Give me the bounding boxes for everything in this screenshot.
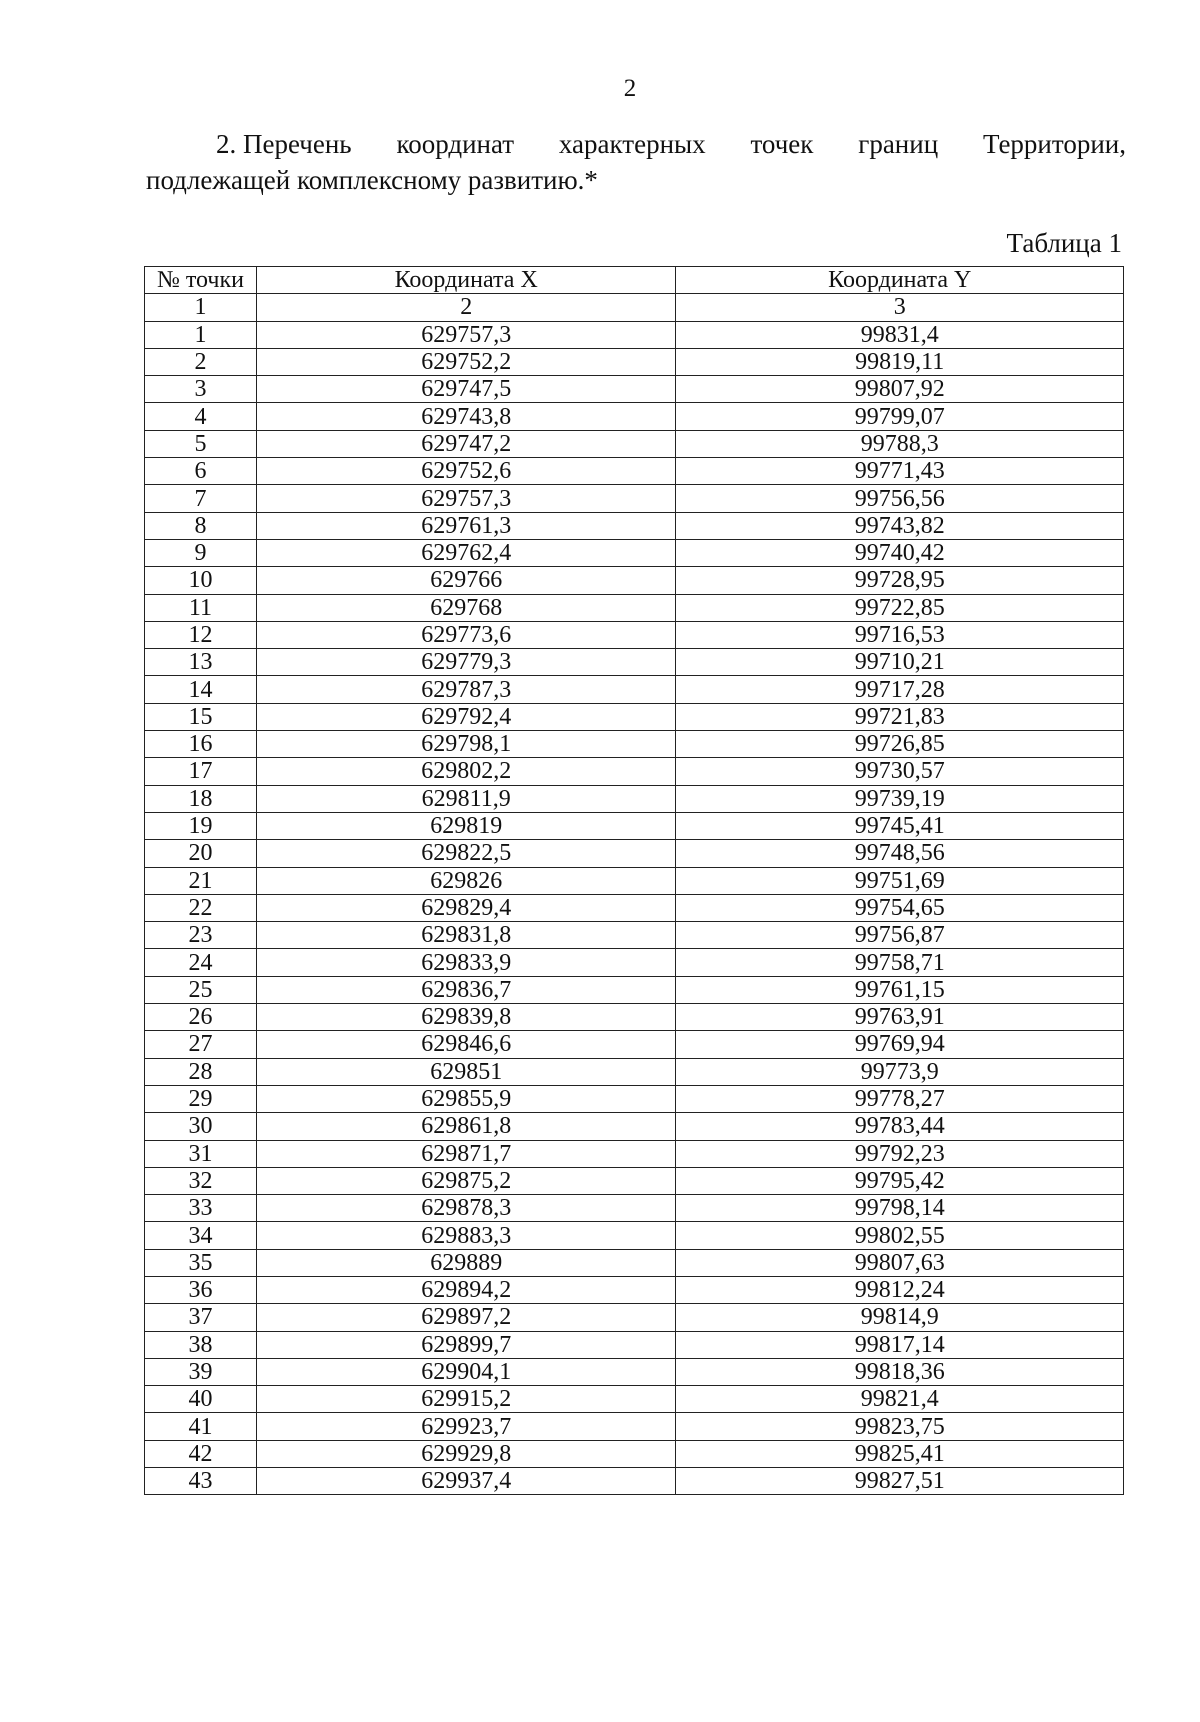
cell-coordinate-y: 99763,91 (676, 1004, 1124, 1031)
table-row (145, 1167, 1124, 1194)
cell-coordinate-y: 99745,41 (676, 812, 1124, 839)
cell-point-number: 26 (145, 1004, 257, 1031)
cell-point-number: 19 (145, 812, 257, 839)
header-row (145, 267, 1124, 294)
cell-coordinate-x: 629878,3 (256, 1195, 676, 1222)
cell-coordinate-x: 629747,2 (256, 430, 676, 457)
cell-coordinate-x: 629761,3 (256, 512, 676, 539)
cell-point-number: 38 (145, 1331, 257, 1358)
cell-coordinate-x: 629839,8 (256, 1004, 676, 1031)
cell-coordinate-y: 99807,63 (676, 1249, 1124, 1276)
cell-point-number: 22 (145, 894, 257, 921)
cell-coordinate-x: 629779,3 (256, 649, 676, 676)
cell-point-number: 2 (145, 348, 257, 375)
cell-coordinate-x: 629822,5 (256, 840, 676, 867)
cell-point-number: 14 (145, 676, 257, 703)
heading-word: характерных (558, 129, 706, 159)
cell-point-number: 11 (145, 594, 257, 621)
heading-line-2: подлежащей комплексному развитию.* (146, 165, 598, 195)
cell-coordinate-y: 99739,19 (676, 785, 1124, 812)
cell-point-number: 10 (145, 567, 257, 594)
cell-point-number: 1 (145, 321, 257, 348)
cell-point-number: 9 (145, 539, 257, 566)
heading-word: границ (858, 129, 939, 159)
table-row (145, 867, 1124, 894)
cell-point-number: 37 (145, 1304, 257, 1331)
cell-coordinate-x: 629851 (256, 1058, 676, 1085)
cell-coordinate-y: 99827,51 (676, 1468, 1124, 1495)
cell-point-number: 42 (145, 1440, 257, 1467)
cell-coordinate-x: 629762,4 (256, 539, 676, 566)
cell-coordinate-y: 99812,24 (676, 1276, 1124, 1303)
heading-word: 2. Перечень (216, 129, 352, 159)
cell-coordinate-x: 629773,6 (256, 621, 676, 648)
table-row (145, 1113, 1124, 1140)
table-row (145, 1358, 1124, 1385)
table-row (145, 703, 1124, 730)
heading-word: точек (750, 129, 814, 159)
cell-point-number: 24 (145, 949, 257, 976)
cell-point-number: 13 (145, 649, 257, 676)
table-row (145, 1004, 1124, 1031)
cell-point-number: 40 (145, 1386, 257, 1413)
cell-coordinate-y: 99743,82 (676, 512, 1124, 539)
header-coordinate-y: Координата Y (676, 267, 1124, 294)
table-header (145, 267, 1124, 322)
cell-coordinate-y: 99807,92 (676, 376, 1124, 403)
header-point-number: № точки (145, 267, 257, 294)
cell-point-number: 36 (145, 1276, 257, 1303)
table-row (145, 1304, 1124, 1331)
cell-coordinate-y: 99728,95 (676, 567, 1124, 594)
cell-point-number: 20 (145, 840, 257, 867)
cell-coordinate-y: 99740,42 (676, 539, 1124, 566)
cell-coordinate-x: 629929,8 (256, 1440, 676, 1467)
cell-coordinate-x: 629897,2 (256, 1304, 676, 1331)
table-row (145, 1140, 1124, 1167)
cell-coordinate-y: 99802,55 (676, 1222, 1124, 1249)
table-row (145, 922, 1124, 949)
cell-coordinate-x: 629899,7 (256, 1331, 676, 1358)
table-row (145, 458, 1124, 485)
table-row (145, 949, 1124, 976)
cell-coordinate-x: 629831,8 (256, 922, 676, 949)
cell-point-number: 39 (145, 1358, 257, 1385)
cell-coordinate-y: 99761,15 (676, 976, 1124, 1003)
cell-coordinate-x: 629757,3 (256, 321, 676, 348)
cell-coordinate-y: 99821,4 (676, 1386, 1124, 1413)
cell-coordinate-x: 629802,2 (256, 758, 676, 785)
cell-coordinate-x: 629836,7 (256, 976, 676, 1003)
table-row (145, 649, 1124, 676)
table-row (145, 567, 1124, 594)
cell-coordinate-x: 629766 (256, 567, 676, 594)
table-row (145, 731, 1124, 758)
cell-coordinate-x: 629894,2 (256, 1276, 676, 1303)
cell-point-number: 8 (145, 512, 257, 539)
table-row (145, 1031, 1124, 1058)
cell-point-number: 32 (145, 1167, 257, 1194)
table-row (145, 621, 1124, 648)
table-caption: Таблица 1 (1006, 228, 1122, 258)
cell-coordinate-x: 629811,9 (256, 785, 676, 812)
cell-point-number: 7 (145, 485, 257, 512)
cell-point-number: 18 (145, 785, 257, 812)
cell-point-number: 43 (145, 1468, 257, 1495)
table-row (145, 976, 1124, 1003)
cell-coordinate-x: 629846,6 (256, 1031, 676, 1058)
cell-coordinate-x: 629923,7 (256, 1413, 676, 1440)
cell-coordinate-x: 629871,7 (256, 1140, 676, 1167)
cell-coordinate-x: 629829,4 (256, 894, 676, 921)
table-row (145, 403, 1124, 430)
cell-coordinate-y: 99825,41 (676, 1440, 1124, 1467)
cell-point-number: 27 (145, 1031, 257, 1058)
cell-coordinate-y: 99769,94 (676, 1031, 1124, 1058)
cell-point-number: 16 (145, 731, 257, 758)
table-row (145, 1331, 1124, 1358)
cell-coordinate-x: 629833,9 (256, 949, 676, 976)
cell-coordinate-x: 629915,2 (256, 1386, 676, 1413)
cell-coordinate-y: 99758,71 (676, 949, 1124, 976)
table-row (145, 1085, 1124, 1112)
cell-coordinate-y: 99823,75 (676, 1413, 1124, 1440)
cell-coordinate-y: 99818,36 (676, 1358, 1124, 1385)
cell-coordinate-y: 99773,9 (676, 1058, 1124, 1085)
cell-coordinate-y: 99817,14 (676, 1331, 1124, 1358)
cell-point-number: 5 (145, 430, 257, 457)
table-body (145, 321, 1124, 1495)
cell-point-number: 31 (145, 1140, 257, 1167)
table-row (145, 785, 1124, 812)
cell-coordinate-y: 99717,28 (676, 676, 1124, 703)
cell-coordinate-y: 99771,43 (676, 458, 1124, 485)
heading-line-1 (146, 126, 1126, 162)
cell-coordinate-y: 99814,9 (676, 1304, 1124, 1331)
cell-coordinate-y: 99710,21 (676, 649, 1124, 676)
heading-word: координат (396, 129, 515, 159)
cell-coordinate-x: 629875,2 (256, 1167, 676, 1194)
cell-point-number: 25 (145, 976, 257, 1003)
cell-coordinate-y: 99730,57 (676, 758, 1124, 785)
table-row (145, 1413, 1124, 1440)
cell-coordinate-x: 629768 (256, 594, 676, 621)
column-number: 2 (256, 294, 676, 321)
table-row (145, 1249, 1124, 1276)
cell-coordinate-y: 99788,3 (676, 430, 1124, 457)
cell-coordinate-y: 99722,85 (676, 594, 1124, 621)
cell-coordinate-x: 629757,3 (256, 485, 676, 512)
cell-point-number: 34 (145, 1222, 257, 1249)
cell-point-number: 29 (145, 1085, 257, 1112)
cell-point-number: 23 (145, 922, 257, 949)
cell-point-number: 41 (145, 1413, 257, 1440)
cell-coordinate-x: 629752,2 (256, 348, 676, 375)
cell-coordinate-y: 99716,53 (676, 621, 1124, 648)
cell-coordinate-y: 99721,83 (676, 703, 1124, 730)
cell-coordinate-y: 99748,56 (676, 840, 1124, 867)
table-row (145, 594, 1124, 621)
header-coordinate-x: Координата X (256, 267, 676, 294)
cell-coordinate-x: 629937,4 (256, 1468, 676, 1495)
cell-coordinate-y: 99756,87 (676, 922, 1124, 949)
table-row (145, 676, 1124, 703)
table-row (145, 1222, 1124, 1249)
cell-point-number: 33 (145, 1195, 257, 1222)
cell-coordinate-x: 629889 (256, 1249, 676, 1276)
column-number: 3 (676, 294, 1124, 321)
cell-coordinate-y: 99795,42 (676, 1167, 1124, 1194)
table-row (145, 1468, 1124, 1495)
table-row (145, 1058, 1124, 1085)
cell-coordinate-x: 629752,6 (256, 458, 676, 485)
table-row (145, 539, 1124, 566)
table-row (145, 1195, 1124, 1222)
cell-coordinate-y: 99792,23 (676, 1140, 1124, 1167)
cell-point-number: 30 (145, 1113, 257, 1140)
coordinates-table (144, 266, 1124, 1495)
table-row (145, 430, 1124, 457)
cell-coordinate-x: 629747,5 (256, 376, 676, 403)
table-row (145, 512, 1124, 539)
cell-point-number: 4 (145, 403, 257, 430)
cell-coordinate-x: 629904,1 (256, 1358, 676, 1385)
table-row (145, 840, 1124, 867)
table-row (145, 376, 1124, 403)
cell-coordinate-y: 99799,07 (676, 403, 1124, 430)
cell-coordinate-y: 99831,4 (676, 321, 1124, 348)
heading-word: Территории, (982, 129, 1126, 159)
cell-coordinate-y: 99778,27 (676, 1085, 1124, 1112)
cell-coordinate-x: 629855,9 (256, 1085, 676, 1112)
table-row (145, 321, 1124, 348)
cell-coordinate-y: 99783,44 (676, 1113, 1124, 1140)
table-row (145, 1386, 1124, 1413)
section-heading (146, 126, 1126, 198)
cell-coordinate-y: 99819,11 (676, 348, 1124, 375)
column-number: 1 (145, 294, 257, 321)
table-row (145, 485, 1124, 512)
table-row (145, 348, 1124, 375)
cell-coordinate-x: 629883,3 (256, 1222, 676, 1249)
cell-point-number: 35 (145, 1249, 257, 1276)
table-row (145, 1440, 1124, 1467)
cell-coordinate-y: 99726,85 (676, 731, 1124, 758)
cell-coordinate-y: 99751,69 (676, 867, 1124, 894)
cell-coordinate-x: 629743,8 (256, 403, 676, 430)
cell-coordinate-x: 629792,4 (256, 703, 676, 730)
cell-coordinate-x: 629826 (256, 867, 676, 894)
table-row (145, 1276, 1124, 1303)
cell-coordinate-x: 629861,8 (256, 1113, 676, 1140)
cell-point-number: 12 (145, 621, 257, 648)
table-row (145, 812, 1124, 839)
cell-coordinate-y: 99754,65 (676, 894, 1124, 921)
cell-point-number: 28 (145, 1058, 257, 1085)
column-number-row (145, 294, 1124, 321)
cell-coordinate-y: 99798,14 (676, 1195, 1124, 1222)
page-number: 2 (623, 75, 637, 102)
cell-coordinate-x: 629787,3 (256, 676, 676, 703)
cell-coordinate-x: 629798,1 (256, 731, 676, 758)
table-row (145, 758, 1124, 785)
cell-point-number: 15 (145, 703, 257, 730)
cell-coordinate-x: 629819 (256, 812, 676, 839)
cell-point-number: 17 (145, 758, 257, 785)
table-row (145, 894, 1124, 921)
cell-point-number: 3 (145, 376, 257, 403)
cell-coordinate-y: 99756,56 (676, 485, 1124, 512)
cell-point-number: 21 (145, 867, 257, 894)
cell-point-number: 6 (145, 458, 257, 485)
